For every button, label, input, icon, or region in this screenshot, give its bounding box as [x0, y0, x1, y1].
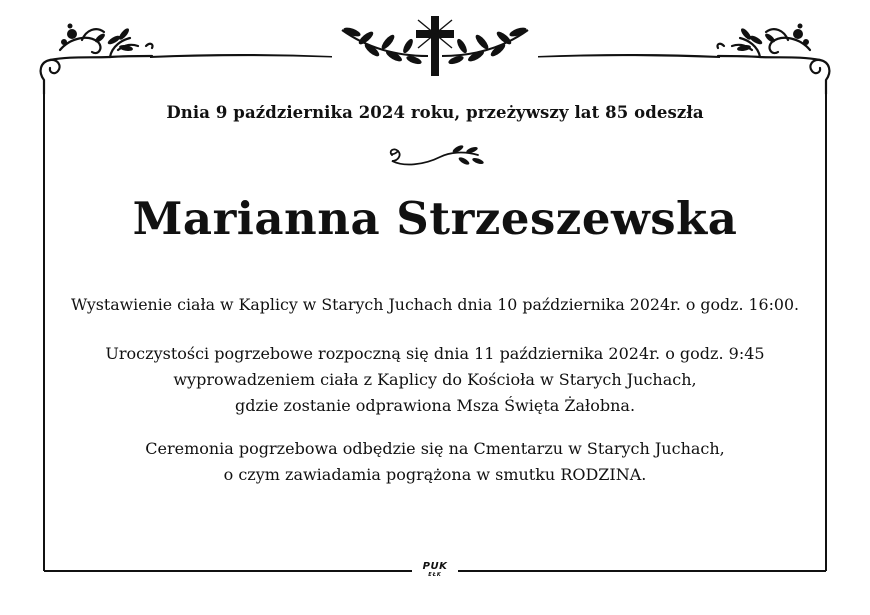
cross-icon: [416, 16, 454, 76]
burial-info: [0, 436, 870, 488]
viewing-info: [0, 292, 870, 318]
laurel-branch-icon: [61, 24, 133, 52]
laurel-branch-icon: [737, 24, 809, 52]
deceased-name: Marianna Strzeszewska: [132, 192, 738, 245]
text-line: o czym zawiadamia pogrążona w smutku RODZINA.: [223, 465, 647, 484]
company-logo: [414, 562, 456, 578]
text-line: Uroczystości pogrzebowe rozpoczną się dnia 11 października 2024r. o godz. 9:45: [105, 344, 765, 363]
laurel-branch-icon: [384, 143, 486, 173]
text-line: gdzie zostanie odprawiona Msza Święta Żałobna.: [234, 396, 636, 415]
death-announcement: Dnia 9 października 2024 roku, przeżywszy lat 85 odeszła: [166, 103, 704, 122]
logo-main-text: PUK: [422, 561, 448, 572]
funeral-ceremony-info: [0, 341, 870, 419]
text-line: wyprowadzeniem ciała z Kaplicy do Kościoła w Starych Juchach,: [173, 370, 697, 389]
text-line: Ceremonia pogrzebowa odbędzie się na Cmentarzu w Starych Juchach,: [145, 439, 725, 458]
logo-sub-text: EŁK: [428, 572, 442, 578]
text-line: Wystawienie ciała w Kaplicy w Starych Juchach dnia 10 października 2024r. o godz. 16:00.: [70, 295, 800, 314]
